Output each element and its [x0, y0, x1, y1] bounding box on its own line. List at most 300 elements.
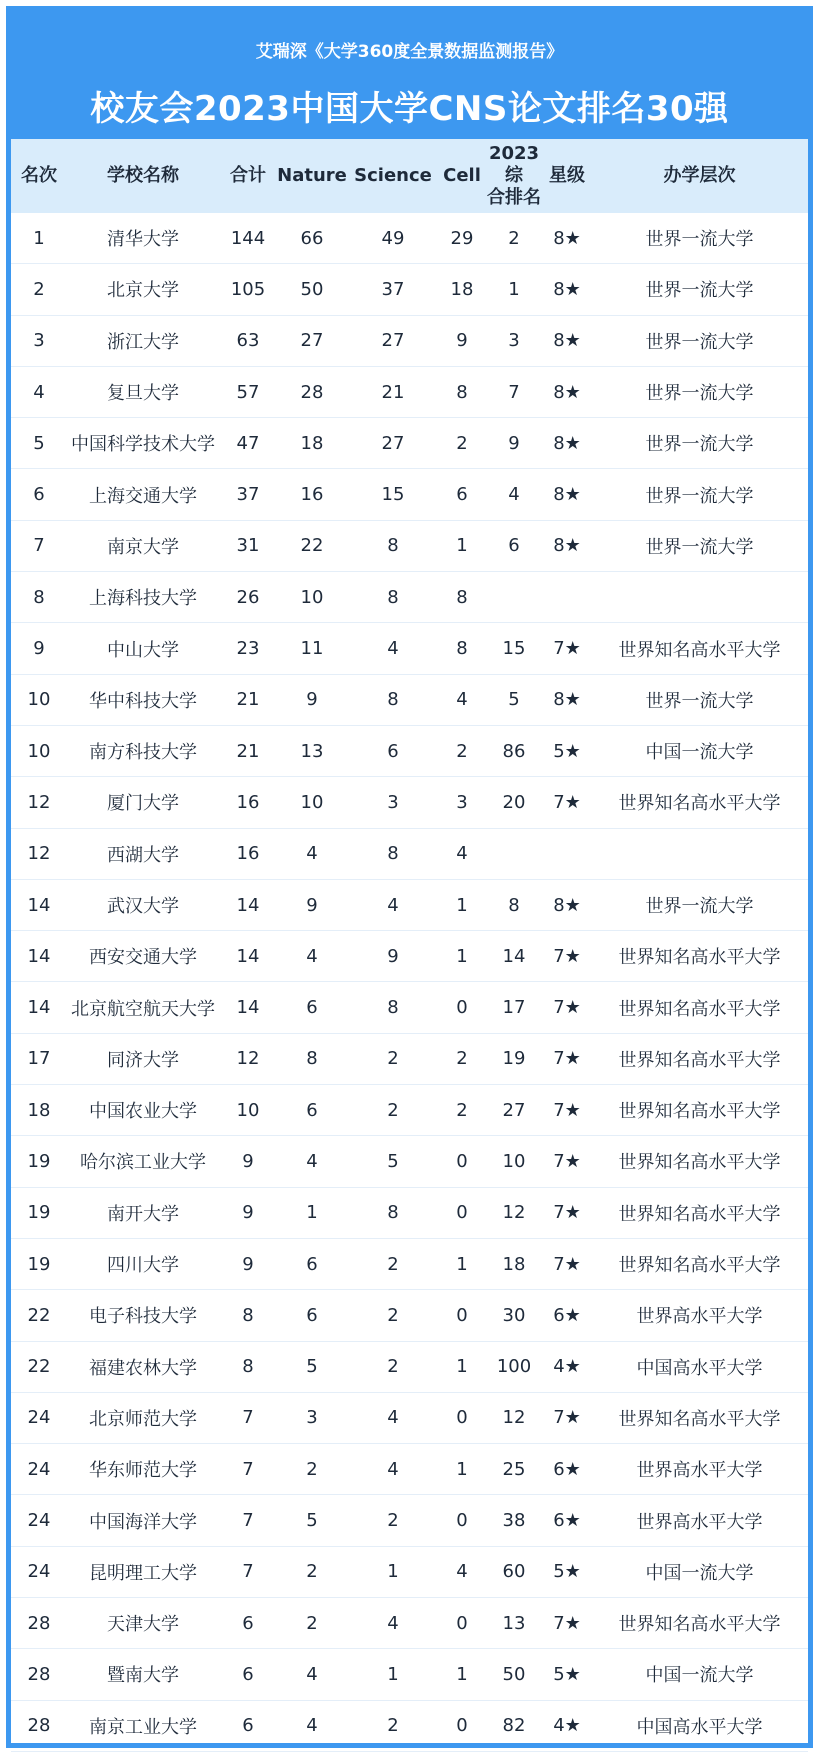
cell-cell: 0	[456, 1612, 468, 1634]
nature-cell: 4	[306, 1150, 318, 1172]
star-cell: 8★	[553, 381, 581, 403]
report-subtitle: 艾瑞深《大学360度全景数据监测报告》	[255, 42, 564, 62]
star-cell: 4★	[553, 1715, 581, 1737]
total-cell: 63	[236, 330, 260, 352]
science-cell: 2	[387, 1048, 399, 1070]
table-row	[11, 982, 808, 1033]
total-cell: 31	[236, 535, 260, 557]
nature-cell: 2	[306, 1561, 318, 1583]
total-cell: 14	[236, 997, 260, 1019]
total-cell: 7	[242, 1407, 254, 1429]
science-cell: 5	[387, 1150, 399, 1172]
cell-cell: 8	[456, 586, 468, 608]
total-cell: 9	[242, 1202, 254, 1224]
nature-cell: 3	[306, 1407, 318, 1429]
cell-cell: 1	[456, 945, 468, 967]
rank-2023-cell: 14	[502, 945, 526, 967]
school-name-cell: 电子科技大学	[89, 1306, 197, 1328]
rank-2023-cell: 27	[502, 1099, 526, 1121]
table-row	[11, 1085, 808, 1136]
cell-cell: 0	[456, 1150, 468, 1172]
column-header-total: 合计	[230, 165, 266, 186]
star-cell: 5★	[553, 740, 581, 762]
cell-cell: 3	[456, 791, 468, 813]
star-cell: 8★	[553, 330, 581, 352]
rank-cell: 10	[27, 689, 51, 711]
rank-cell: 22	[27, 1304, 51, 1326]
rank-cell: 19	[27, 1150, 51, 1172]
science-cell: 8	[387, 535, 399, 557]
column-header-rank: 名次	[21, 165, 57, 186]
nature-cell: 50	[300, 278, 324, 300]
table-row	[11, 726, 808, 777]
star-cell: 6★	[553, 1458, 581, 1480]
rank-2023-cell: 30	[502, 1304, 526, 1326]
nature-cell: 18	[300, 432, 324, 454]
rank-cell: 14	[27, 945, 51, 967]
school-name-cell: 福建农林大学	[89, 1357, 197, 1379]
school-name-cell: 哈尔滨工业大学	[80, 1152, 206, 1174]
rank-2023-cell: 9	[508, 432, 520, 454]
table-row	[11, 675, 808, 726]
cell-cell: 2	[456, 1099, 468, 1121]
school-name-cell: 中国农业大学	[89, 1101, 197, 1123]
table-row	[11, 521, 808, 572]
level-cell: 世界一流大学	[645, 280, 754, 302]
level-cell: 世界知名高水平大学	[618, 1049, 781, 1071]
nature-cell: 2	[306, 1458, 318, 1480]
nature-cell: 4	[306, 1715, 318, 1737]
rank-cell: 10	[27, 740, 51, 762]
star-cell: 7★	[553, 1099, 581, 1121]
rank-cell: 14	[27, 997, 51, 1019]
rank-cell: 5	[33, 432, 45, 454]
total-cell: 105	[230, 278, 266, 300]
level-cell	[591, 572, 808, 622]
table-row	[11, 367, 808, 418]
total-cell: 144	[230, 227, 266, 249]
table-row	[11, 264, 808, 315]
total-cell: 8	[242, 1304, 254, 1326]
level-cell: 世界一流大学	[645, 331, 754, 353]
rank-cell: 22	[27, 1356, 51, 1378]
cell-cell: 4	[456, 689, 468, 711]
rank-2023-cell: 100	[496, 1356, 532, 1378]
total-cell: 14	[236, 894, 260, 916]
science-cell: 27	[381, 330, 405, 352]
science-cell: 27	[381, 432, 405, 454]
table-row	[11, 1495, 808, 1546]
school-name-cell: 北京大学	[107, 280, 179, 302]
star-cell: 7★	[553, 997, 581, 1019]
level-cell: 世界高水平大学	[636, 1511, 763, 1533]
rank-cell: 8	[33, 586, 45, 608]
star-cell: 7★	[553, 1048, 581, 1070]
level-cell: 中国一流大学	[645, 742, 754, 764]
school-name-cell: 上海科技大学	[89, 588, 197, 610]
rank-cell: 1	[33, 227, 45, 249]
star-cell: 7★	[553, 945, 581, 967]
rank-2023-cell: 20	[502, 791, 526, 813]
total-cell: 6	[242, 1612, 254, 1634]
table-row	[11, 418, 808, 469]
school-name-cell: 华中科技大学	[89, 690, 197, 712]
level-cell: 世界知名高水平大学	[618, 1203, 781, 1225]
school-name-cell: 中国海洋大学	[89, 1511, 197, 1533]
school-name-cell: 清华大学	[107, 229, 179, 251]
nature-cell: 6	[306, 1253, 318, 1275]
rank-2023-cell: 8	[508, 894, 520, 916]
school-name-cell: 中国科学技术大学	[71, 434, 215, 456]
science-cell: 8	[387, 1202, 399, 1224]
total-cell: 7	[242, 1458, 254, 1480]
school-name-cell: 复旦大学	[107, 383, 179, 405]
science-cell: 1	[387, 1663, 399, 1685]
star-cell: 8★	[553, 278, 581, 300]
table-row	[11, 316, 808, 367]
rank-cell: 24	[27, 1561, 51, 1583]
cell-cell: 8	[456, 638, 468, 660]
star-cell: 7★	[553, 1407, 581, 1429]
level-cell: 中国高水平大学	[636, 1716, 763, 1738]
table-row	[11, 880, 808, 931]
nature-cell: 66	[300, 227, 324, 249]
rank-cell: 24	[27, 1458, 51, 1480]
science-cell: 2	[387, 1099, 399, 1121]
star-cell: 8★	[553, 894, 581, 916]
nature-cell: 4	[306, 945, 318, 967]
science-cell: 4	[387, 1612, 399, 1634]
total-cell: 16	[236, 791, 260, 813]
cell-cell: 4	[456, 1561, 468, 1583]
rank-cell: 2	[33, 278, 45, 300]
rank-2023-cell: 38	[502, 1510, 526, 1532]
star-cell: 7★	[553, 791, 581, 813]
table-row	[11, 1547, 808, 1598]
rank-cell: 12	[27, 843, 51, 865]
school-name-cell: 昆明理工大学	[89, 1562, 197, 1584]
rank-cell: 28	[27, 1612, 51, 1634]
nature-cell: 10	[300, 586, 324, 608]
nature-cell: 5	[306, 1510, 318, 1532]
level-cell: 世界知名高水平大学	[618, 947, 781, 969]
science-cell: 21	[381, 381, 405, 403]
cell-cell: 1	[456, 535, 468, 557]
rank-2023-cell: 3	[508, 330, 520, 352]
rank-cell: 3	[33, 330, 45, 352]
level-cell: 世界知名高水平大学	[618, 1614, 781, 1636]
cell-cell: 8	[456, 381, 468, 403]
science-cell: 49	[381, 227, 405, 249]
level-cell: 世界一流大学	[645, 690, 754, 712]
total-cell: 10	[236, 1099, 260, 1121]
level-cell: 世界一流大学	[645, 896, 754, 917]
rank-2023-cell: 60	[502, 1561, 526, 1583]
total-cell: 7	[242, 1510, 254, 1532]
school-name-cell: 中山大学	[107, 639, 179, 661]
cell-cell: 6	[456, 484, 468, 506]
total-cell: 21	[236, 740, 260, 762]
cell-cell: 1	[456, 1356, 468, 1378]
rank-2023-cell: 13	[502, 1612, 526, 1634]
rank-2023-cell: 50	[502, 1663, 526, 1685]
table-row	[11, 213, 808, 264]
star-cell: 4★	[553, 1356, 581, 1378]
nature-cell: 6	[306, 1304, 318, 1326]
nature-cell: 6	[306, 1099, 318, 1121]
nature-cell: 1	[306, 1202, 318, 1224]
school-name-cell: 天津大学	[107, 1614, 179, 1636]
column-header-stars: 星级	[549, 165, 585, 186]
nature-cell: 4	[306, 1663, 318, 1685]
rank-cell: 7	[33, 535, 45, 557]
school-name-cell: 南京工业大学	[89, 1716, 197, 1738]
rank-2023-cell: 12	[502, 1202, 526, 1224]
nature-cell: 9	[306, 689, 318, 711]
cell-cell: 1	[456, 1253, 468, 1275]
science-cell: 37	[381, 278, 405, 300]
table-row	[11, 1034, 808, 1085]
total-cell: 6	[242, 1715, 254, 1737]
science-cell: 6	[387, 740, 399, 762]
cell-cell: 2	[456, 432, 468, 454]
nature-cell: 5	[306, 1356, 318, 1378]
school-name-cell: 同济大学	[107, 1049, 179, 1071]
table-row	[11, 829, 808, 880]
level-cell: 中国高水平大学	[636, 1357, 763, 1379]
nature-cell: 16	[300, 484, 324, 506]
table-row	[11, 623, 808, 674]
cell-cell: 2	[456, 1048, 468, 1070]
total-cell: 14	[236, 945, 260, 967]
level-cell: 世界知名高水平大学	[618, 998, 781, 1020]
school-name-cell: 浙江大学	[107, 331, 179, 353]
rank-2023-cell: 15	[502, 638, 526, 660]
table-row	[11, 1393, 808, 1444]
ranking-table-body	[11, 213, 808, 1752]
rank-cell: 24	[27, 1510, 51, 1532]
level-cell	[591, 829, 808, 879]
column-header-level: 办学层次	[663, 165, 736, 186]
cell-cell: 29	[450, 227, 474, 249]
rank-2023-cell: 4	[508, 484, 520, 506]
rank-2023-cell	[485, 829, 543, 879]
school-name-cell: 四川大学	[107, 1255, 179, 1277]
science-cell: 9	[387, 945, 399, 967]
total-cell: 57	[236, 381, 260, 403]
school-name-cell: 武汉大学	[107, 896, 179, 917]
cell-cell: 0	[456, 1202, 468, 1224]
nature-cell: 27	[300, 330, 324, 352]
school-name-cell: 南方科技大学	[89, 742, 197, 764]
cell-cell: 9	[456, 330, 468, 352]
column-header-cell: Cell	[443, 165, 481, 186]
rank-cell: 19	[27, 1253, 51, 1275]
science-cell: 8	[387, 586, 399, 608]
table-row	[11, 777, 808, 828]
level-cell: 世界知名高水平大学	[618, 1101, 781, 1123]
total-cell: 7	[242, 1561, 254, 1583]
nature-cell: 8	[306, 1048, 318, 1070]
science-cell: 2	[387, 1304, 399, 1326]
level-cell: 世界知名高水平大学	[618, 1152, 781, 1174]
cell-cell: 0	[456, 1510, 468, 1532]
cell-cell: 2	[456, 740, 468, 762]
level-cell: 世界一流大学	[645, 434, 754, 456]
total-cell: 47	[236, 432, 260, 454]
total-cell: 26	[236, 586, 260, 608]
nature-cell: 2	[306, 1612, 318, 1634]
star-cell: 5★	[553, 1663, 581, 1685]
star-cell: 7★	[553, 638, 581, 660]
total-cell: 16	[236, 843, 260, 865]
star-cell: 8★	[553, 535, 581, 557]
rank-cell: 4	[33, 381, 45, 403]
school-name-cell: 上海交通大学	[89, 485, 197, 507]
star-cell: 7★	[553, 1253, 581, 1275]
cell-cell: 1	[456, 1458, 468, 1480]
science-cell: 1	[387, 1561, 399, 1583]
page-title: 校友会2023中国大学CNS论文排名30强	[90, 89, 729, 129]
total-cell: 6	[242, 1663, 254, 1685]
rank-2023-cell: 1	[508, 278, 520, 300]
science-cell: 4	[387, 1407, 399, 1429]
school-name-cell: 北京师范大学	[89, 1408, 197, 1430]
cell-cell: 0	[456, 1304, 468, 1326]
science-cell: 2	[387, 1715, 399, 1737]
rank-2023-cell: 2	[508, 227, 520, 249]
science-cell: 4	[387, 894, 399, 916]
rank-2023-cell: 19	[502, 1048, 526, 1070]
nature-cell: 4	[306, 843, 318, 865]
star-cell: 8★	[553, 484, 581, 506]
total-cell: 8	[242, 1356, 254, 1378]
rank-cell: 6	[33, 484, 45, 506]
star-cell	[543, 572, 591, 622]
level-cell: 世界知名高水平大学	[618, 639, 781, 661]
total-cell: 12	[236, 1048, 260, 1070]
level-cell: 世界一流大学	[645, 229, 754, 251]
school-name-cell: 暨南大学	[107, 1665, 179, 1687]
science-cell: 3	[387, 791, 399, 813]
rank-cell: 12	[27, 791, 51, 813]
level-cell: 世界知名高水平大学	[618, 1408, 781, 1430]
table-row	[11, 1239, 808, 1290]
science-cell: 2	[387, 1356, 399, 1378]
total-cell: 23	[236, 638, 260, 660]
star-cell: 6★	[553, 1304, 581, 1326]
nature-cell: 11	[300, 638, 324, 660]
science-cell: 2	[387, 1253, 399, 1275]
science-cell: 8	[387, 997, 399, 1019]
level-cell: 世界一流大学	[645, 383, 754, 405]
science-cell: 2	[387, 1510, 399, 1532]
rank-2023-cell: 82	[502, 1715, 526, 1737]
school-name-cell: 西湖大学	[107, 844, 179, 866]
table-row	[11, 1598, 808, 1649]
level-cell: 世界高水平大学	[636, 1460, 763, 1482]
cell-cell: 0	[456, 1715, 468, 1737]
table-row	[11, 1701, 808, 1752]
table-row	[11, 572, 808, 623]
level-cell: 世界一流大学	[645, 536, 754, 558]
science-cell: 8	[387, 689, 399, 711]
school-name-cell: 南京大学	[107, 536, 179, 558]
rank-2023-cell: 18	[502, 1253, 526, 1275]
table-row	[11, 1290, 808, 1341]
nature-cell: 10	[300, 791, 324, 813]
science-cell: 15	[381, 484, 405, 506]
column-header-2023-rank: 2023综 合排名	[487, 143, 541, 208]
total-cell: 21	[236, 689, 260, 711]
rank-2023-cell: 86	[502, 740, 526, 762]
ranking-card	[6, 6, 813, 1748]
table-row	[11, 1649, 808, 1700]
rank-cell: 17	[27, 1048, 51, 1070]
column-header-nature: Nature	[277, 165, 347, 186]
nature-cell: 28	[300, 381, 324, 403]
rank-2023-cell: 7	[508, 381, 520, 403]
school-name-cell: 南开大学	[107, 1203, 179, 1225]
table-header	[11, 139, 808, 213]
nature-cell: 13	[300, 740, 324, 762]
star-cell: 7★	[553, 1150, 581, 1172]
table-row	[11, 1444, 808, 1495]
school-name-cell: 厦门大学	[107, 793, 179, 815]
level-cell: 世界高水平大学	[636, 1306, 763, 1328]
level-cell: 中国一流大学	[645, 1665, 754, 1687]
table-row	[11, 931, 808, 982]
cell-cell: 4	[456, 843, 468, 865]
school-name-cell: 西安交通大学	[89, 947, 197, 969]
science-cell: 4	[387, 1458, 399, 1480]
cell-cell: 0	[456, 1407, 468, 1429]
rank-cell: 14	[27, 894, 51, 916]
rank-cell: 9	[33, 638, 45, 660]
rank-2023-cell: 6	[508, 535, 520, 557]
rank-2023-cell: 12	[502, 1407, 526, 1429]
star-cell: 8★	[553, 689, 581, 711]
table-row	[11, 1188, 808, 1239]
total-cell: 37	[236, 484, 260, 506]
table-row	[11, 1136, 808, 1187]
title-banner	[11, 11, 808, 139]
rank-2023-cell: 17	[502, 997, 526, 1019]
star-cell: 7★	[553, 1202, 581, 1224]
rank-2023-cell: 10	[502, 1150, 526, 1172]
rank-cell: 28	[27, 1663, 51, 1685]
star-cell	[543, 829, 591, 879]
total-cell: 9	[242, 1253, 254, 1275]
star-cell: 8★	[553, 227, 581, 249]
level-cell: 世界知名高水平大学	[618, 1255, 781, 1277]
column-header-school: 学校名称	[107, 165, 179, 186]
rank-cell: 24	[27, 1407, 51, 1429]
cell-cell: 18	[450, 278, 474, 300]
nature-cell: 6	[306, 997, 318, 1019]
star-cell: 5★	[553, 1561, 581, 1583]
rank-cell: 19	[27, 1202, 51, 1224]
column-header-science: Science	[354, 165, 432, 186]
cell-cell: 0	[456, 997, 468, 1019]
level-cell: 中国一流大学	[645, 1562, 754, 1584]
cell-cell: 1	[456, 894, 468, 916]
science-cell: 8	[387, 843, 399, 865]
table-row	[11, 1342, 808, 1393]
table-row	[11, 469, 808, 520]
total-cell: 9	[242, 1150, 254, 1172]
nature-cell: 22	[300, 535, 324, 557]
